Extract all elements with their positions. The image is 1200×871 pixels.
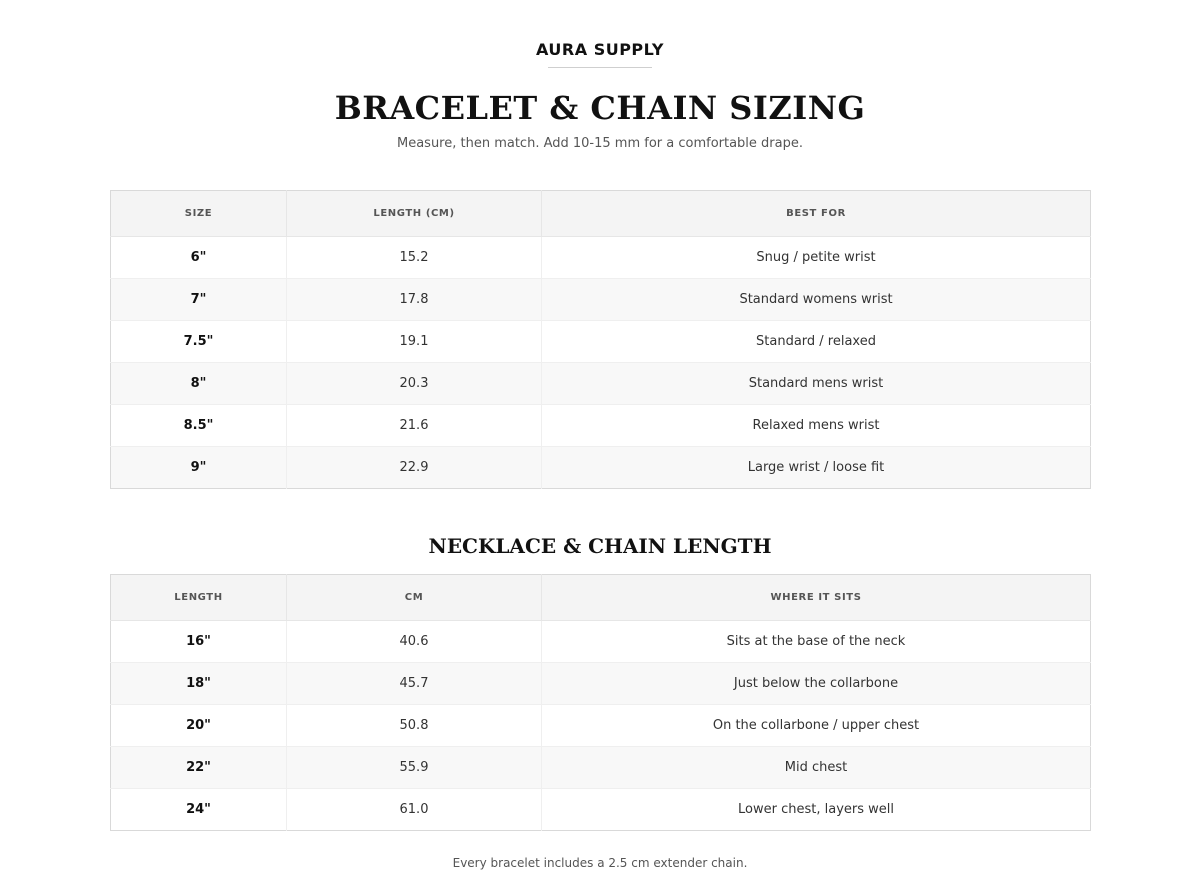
table-row — [111, 363, 1091, 405]
cm-cell: 40.6 — [287, 621, 542, 663]
best-for-cell: Relaxed mens wrist — [542, 405, 1091, 447]
column-header-where-it-sits: WHERE IT SITS — [542, 575, 1091, 621]
cm-cell: 19.1 — [287, 321, 542, 363]
where-cell: On the collarbone / upper chest — [542, 705, 1091, 747]
table-row — [111, 447, 1091, 489]
table-row — [111, 405, 1091, 447]
where-cell: Mid chest — [542, 747, 1091, 789]
size-cell: 7.5" — [111, 321, 287, 363]
best-for-cell: Standard mens wrist — [542, 363, 1091, 405]
column-header-cm: CM — [287, 575, 542, 621]
cm-cell: 61.0 — [287, 789, 542, 831]
best-for-cell: Standard womens wrist — [542, 279, 1091, 321]
table-row — [111, 789, 1091, 831]
size-cell: 8.5" — [111, 405, 287, 447]
cm-cell: 22.9 — [287, 447, 542, 489]
cm-cell: 55.9 — [287, 747, 542, 789]
brand-name: AURA SUPPLY — [536, 40, 664, 59]
cm-cell: 21.6 — [287, 405, 542, 447]
length-cell: 20" — [111, 705, 287, 747]
table-row — [111, 747, 1091, 789]
length-cell: 22" — [111, 747, 287, 789]
page-title: BRACELET & CHAIN SIZING — [334, 89, 866, 127]
best-for-cell: Standard / relaxed — [542, 321, 1091, 363]
length-cell: 16" — [111, 621, 287, 663]
necklace-section-title: NECKLACE & CHAIN LENGTH — [428, 534, 772, 558]
cm-cell: 50.8 — [287, 705, 542, 747]
column-header-size: SIZE — [111, 191, 287, 237]
column-header-length-cm: LENGTH (CM) — [287, 191, 542, 237]
bracelet-table-header-row — [111, 191, 1091, 237]
where-cell: Just below the collarbone — [542, 663, 1091, 705]
cm-cell: 17.8 — [287, 279, 542, 321]
bracelet-size-table — [110, 190, 1091, 489]
length-cell: 24" — [111, 789, 287, 831]
table-row — [111, 321, 1091, 363]
table-row — [111, 237, 1091, 279]
size-cell: 7" — [111, 279, 287, 321]
table-row — [111, 705, 1091, 747]
size-cell: 8" — [111, 363, 287, 405]
cm-cell: 15.2 — [287, 237, 542, 279]
best-for-cell: Snug / petite wrist — [542, 237, 1091, 279]
best-for-cell: Large wrist / loose fit — [542, 447, 1091, 489]
length-cell: 18" — [111, 663, 287, 705]
size-cell: 6" — [111, 237, 287, 279]
column-header-best-for: BEST FOR — [542, 191, 1091, 237]
table-row — [111, 621, 1091, 663]
extender-footnote: Every bracelet includes a 2.5 cm extender chain. — [452, 856, 748, 870]
necklace-length-table — [110, 574, 1091, 831]
where-cell: Sits at the base of the neck — [542, 621, 1091, 663]
size-cell: 9" — [111, 447, 287, 489]
column-header-length: LENGTH — [111, 575, 287, 621]
necklace-table-header-row — [111, 575, 1091, 621]
cm-cell: 45.7 — [287, 663, 542, 705]
cm-cell: 20.3 — [287, 363, 542, 405]
where-cell: Lower chest, layers well — [542, 789, 1091, 831]
brand-divider — [548, 67, 652, 68]
page-subtitle: Measure, then match. Add 10-15 mm for a comfortable drape. — [396, 136, 803, 151]
table-row — [111, 663, 1091, 705]
table-row — [111, 279, 1091, 321]
